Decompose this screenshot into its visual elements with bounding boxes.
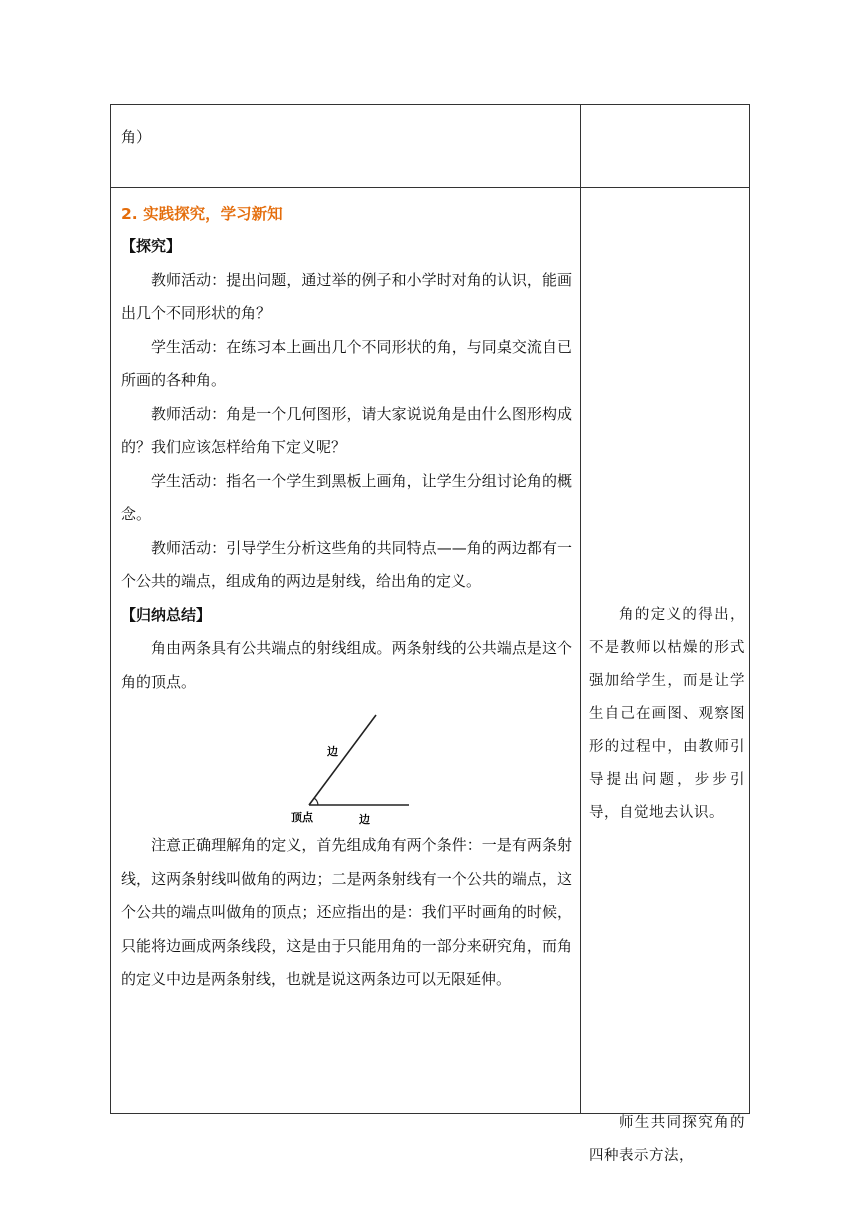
paragraph: 教师活动：引导学生分析这些角的共同特点——角的两边都有一个公共的端点，组成角的两边是射线，给出角的定义。 <box>121 538 572 590</box>
summary-text: 角由两条具有公共端点的射线组成。两条射线的公共端点是这个角的顶点。 <box>121 639 572 691</box>
row1-left-text: 角） <box>121 128 152 146</box>
content-cell <box>111 188 581 1114</box>
side-note <box>589 1107 745 1173</box>
table-row <box>111 188 750 1114</box>
angle-figure <box>121 705 572 825</box>
summary-heading: 【归纳总结】 <box>121 605 212 624</box>
paragraph: 教师活动：提出问题，通过举的例子和小学时对角的认识，能画出几个不同形状的角？ <box>121 270 572 322</box>
angle-upper-ray <box>309 715 376 805</box>
explore-heading: 【探究】 <box>121 237 182 255</box>
section-title: 2. 实践探究，学习新知 <box>121 205 283 223</box>
note-paragraph: 注意正确理解角的定义，首先组成角有两个条件：一是有两条射线，这两条射线叫做角的两边；二是两条射线有一个公共的端点，这个公共的端点叫做角的顶点；还应指出的是：我们平时画角的时候，只能将边画成两条线段，这是由于只能用角的一部分来研究角，而角的定义中边是两条射线，也就是说这两条边可以无限延伸。 <box>121 836 572 988</box>
paragraph: 教师活动：角是一个几何图形，请大家说说角是由什么图形构成的？我们应该怎样给角下定义呢？ <box>121 404 572 456</box>
paragraph: 学生活动：在练习本上画出几个不同形状的角，与同桌交流自已所画的各种角。 <box>121 337 572 389</box>
side-note-text: 角的定义的得出，不是教师以枯燥的形式强加给学生，而是让学生自己在画图、观察图形的过程中，由教师引导提出问题，步步引导，自觉地去认识。 <box>589 607 745 821</box>
table-row <box>111 105 750 188</box>
label-side-lower: 边 <box>359 813 370 825</box>
row1-left-cell <box>111 105 581 188</box>
row1-right-cell <box>581 105 750 188</box>
side-note-text: 师生共同探究角的四种表示方法， <box>589 1115 745 1164</box>
lesson-table <box>110 104 750 1164</box>
angle-diagram <box>281 705 421 825</box>
label-vertex: 顶点 <box>291 811 313 824</box>
label-side-upper: 边 <box>327 745 338 758</box>
paragraph: 学生活动：指名一个学生到黑板上画角，让学生分组讨论角的概念。 <box>121 471 572 523</box>
side-note <box>589 599 745 830</box>
angle-arc <box>314 798 318 805</box>
side-note-cell <box>581 188 750 1164</box>
